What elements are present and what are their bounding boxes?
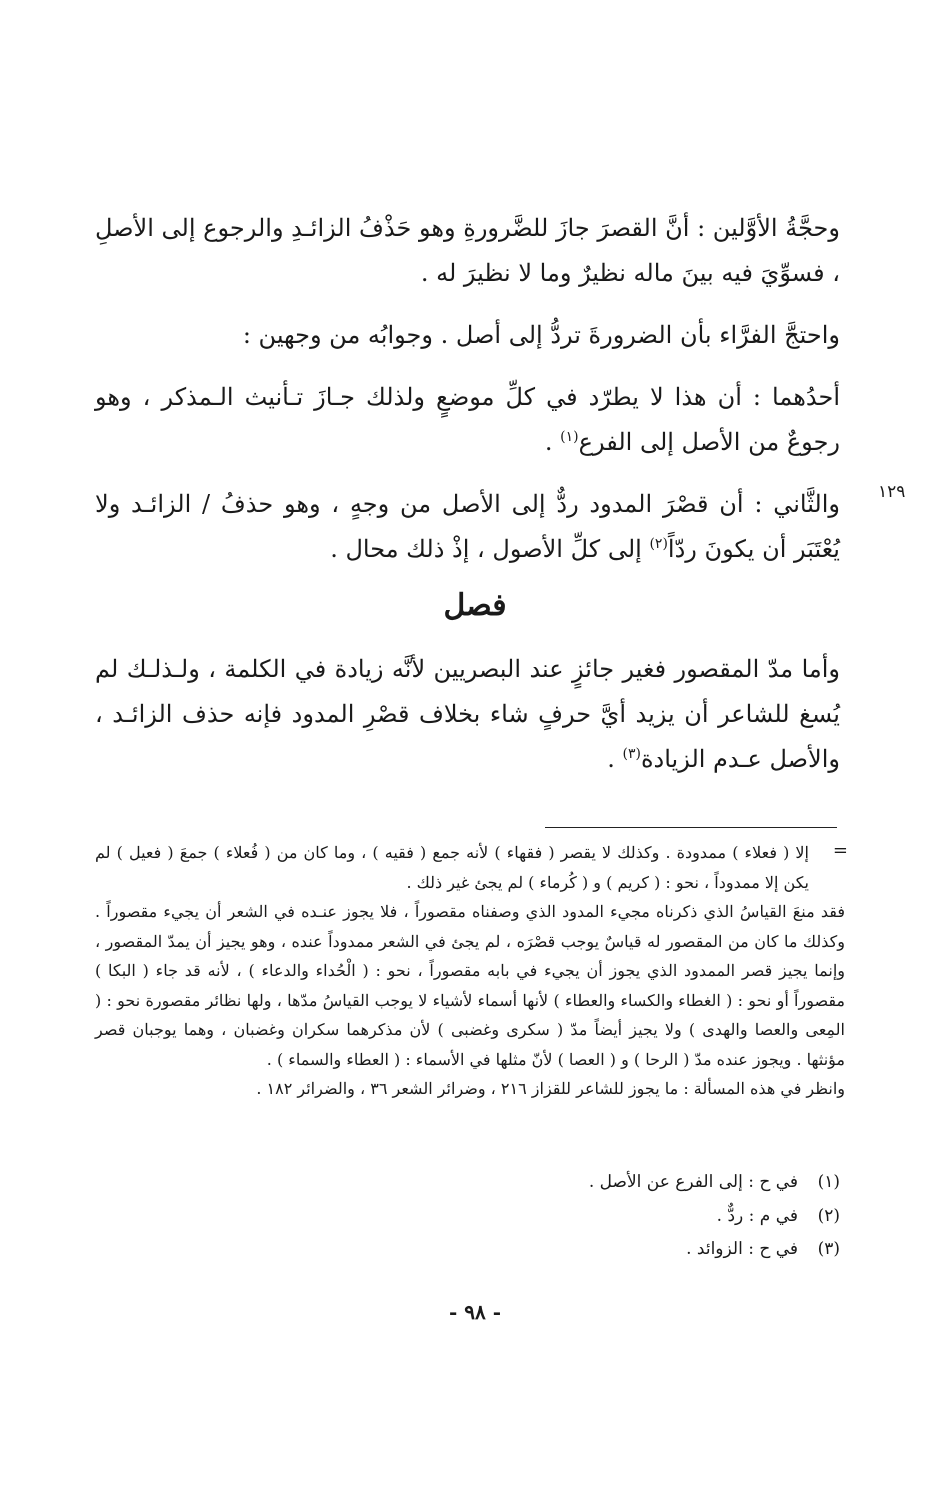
footnote-ref-2: (٢) [649,536,668,552]
footnote-item [95,1233,840,1267]
footnote-number: (١) [817,1172,840,1192]
continuation-mark: = [832,840,848,861]
footnote-number: (٣) [817,1239,840,1259]
paragraph-5-end: . [607,745,623,773]
section-body [95,647,840,782]
footnote-number: (٢) [817,1205,840,1226]
paragraph-5-text: وأما مدّ المقصور فغير جائزٍ عند البصريين لأنَّه زيادة في الكلمة ، ولـذلـك لم يُسغ للشاعر أن يزيد أيَّ حرفٍ شاء بخلاف قصْرِ المدود فإنه حذف الزائـد ، والأصل عـدم الزيادة [95,655,840,773]
footnote-continuation-1: إلا ( فعلاء ) ممدودة . وكذلك لا يقصر ( فقهاء ) لأنه جمع ( فقيه ) ، وما كان من ( فُعلاء ) جمعَ ( فعيل ) لم يكن إلا ممدوداً ، نحو : ( كريم ) و ( كُرماء ) لم يجئ غير ذلك . [95,843,809,892]
footnote-separator [545,827,837,828]
footnote-list [95,1166,840,1267]
footnote-item [95,1200,840,1234]
paragraph-4-end: إلى كلِّ الأصول ، إذْ ذلك محال . [330,535,642,563]
footnote-item [95,1166,840,1200]
footnote-continuation [95,838,848,1104]
section-title: فصل [443,588,507,623]
footnote-ref-3: (٣) [622,746,641,762]
page-number: - ٩٨ - [448,1300,501,1324]
paragraph-3 [95,375,840,465]
paragraph-5 [95,647,840,782]
footnote-ref-1: (١) [560,429,579,445]
paragraph-2: واحتجَّ الفرَّاء بأن الضرورةَ تردُّ إلى أصل . وجوابُه من وجهين : [242,321,840,349]
footnote-text: في ح : إلى الفرع عن الأصل . [588,1172,798,1192]
footnote-text: في ح : الزوائد . [686,1239,798,1259]
paragraph-4 [95,482,840,572]
body-text [95,206,840,572]
footnote-continuation-2: فقد منعَ القياسُ الذي ذكرناه مجيء المدود الذي وصفناه مقصوراً ، فلا يجوز عنـده في الشعر أن يجيء مقصوراً . وكذلك ما كان من المقصور له قياسٌ يوجب قصْرَه ، لم يجئ في الشعر ممدوداً عنده ، وهو يجيز أن يمدّ المقصور ، وإنما يجيز قصر الممدود الذي يجوز أن يجيء في بابه مقصوراً ، نحو : ( الْحُداء والدعاء ) ، لأنه قد جاء ( البكا ) مقصوراً أو نحو : ( الغطاء والكساء والعطاء ) لأنها أسماء لأشياء لا يوجب القياسُ مدّها ، ولها نظائر مقصورة نحو : ( المِعى والعصا والهدى ) ولا يجيز أيضاً مدّ ( سكرى وغضبى ) لأن مذكرهما سكران وغضبان ، وهما يوجبان قصر مؤنثها . ويجوز عنده مدّ ( الرحا ) و ( العصا ) لأنّ مثلها في الأسماء : ( العطاء والسماء ) . [95,902,846,1069]
footnote-text: في م : ردٌّ . [716,1205,798,1226]
paragraph-1: وحجَّةُ الأوَّلين : أنَّ القصرَ جازَ للضَّرورةِ وهو حَذْفُ الزائـدِ والرجوع إلى الأصلِ ، فسوِّيَ فيه بينَ ماله نظيرٌ وما لا نظيرَ له . [95,214,840,287]
paragraph-4-text: والثَّاني : أن قصْرَ المدود ردٌّ إلى الأصل من وجهٍ ، وهو حذفُ / الزائـد ولا يُعْتَبَر أن يكونَ ردّاً [95,490,840,563]
footnote-continuation-3: وانظر في هذه المسألة : ما يجوز للشاعر للقزاز ٢١٦ ، وضرائر الشعر ٣٦ ، والضرائر ١٨٢ . [256,1079,845,1098]
margin-page-number: ١٢٩ [878,482,906,502]
paragraph-3-text: أحدُهما : أن هذا لا يطرّد في كلِّ موضعٍ ولذلك جـازَ تـأنيث الـمذكر ، وهو رجوعٌ من الأصل إلى الفرع [95,383,840,456]
paragraph-3-end: . [544,428,561,456]
